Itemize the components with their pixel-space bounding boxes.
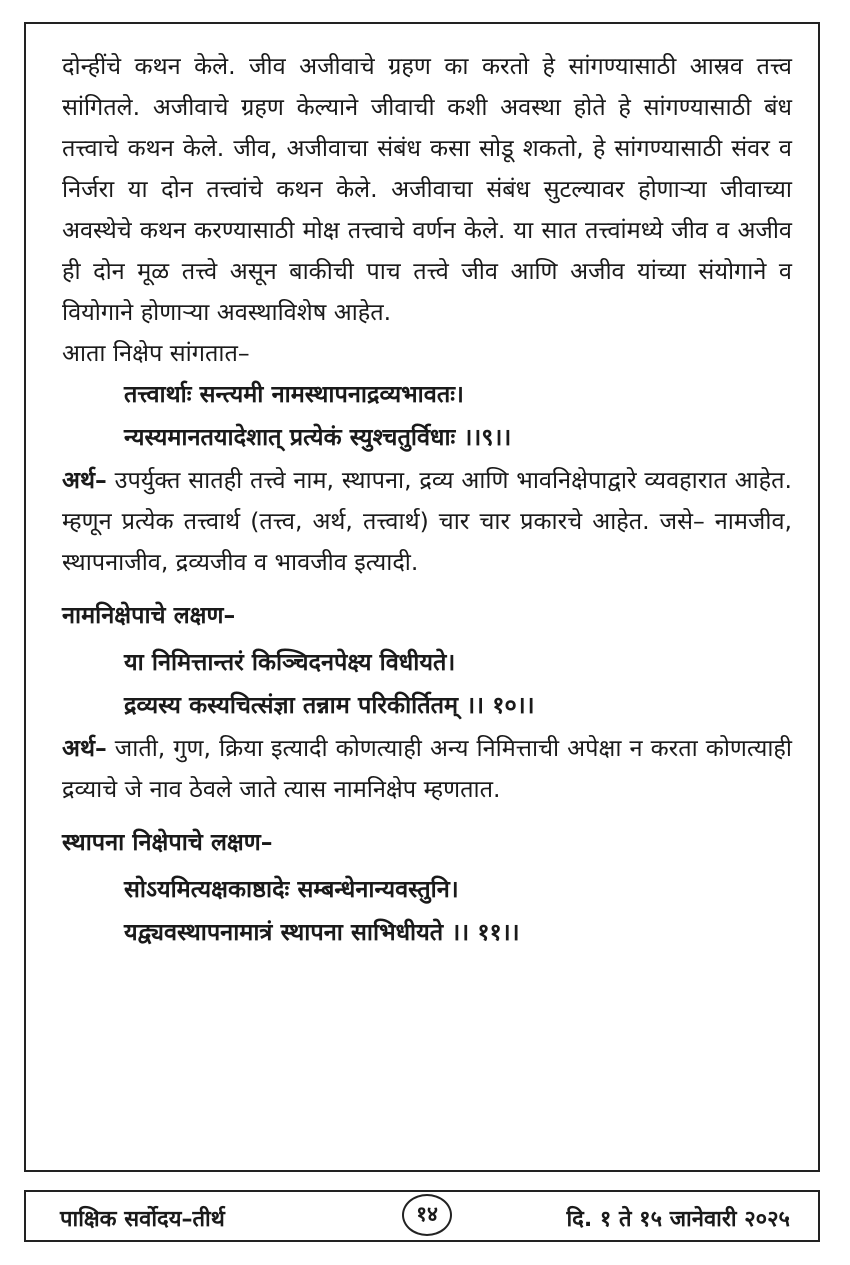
- paragraph-tattva-summary: दोन्हींचे कथन केले. जीव अजीवाचे ग्रहण का करतो हे सांगण्यासाठी आस्रव तत्त्व सांगितले. अजीवाचे ग्रहण केल्याने जीवाची कशी अवस्था होते हे सांगण्यासाठी बंध तत्त्वाचे कथन केले. जीव, अजीवाचा संबंध कसा सोडू शकतो, हे सांगण्यासाठी संवर व निर्जरा या दोन तत्त्वांचे कथन केले. अजीवाचा संबंध सुटल्यावर होणाऱ्या जीवाच्या अवस्थेचे कथन करण्यासाठी मोक्ष तत्त्वाचे वर्णन केले. या सात तत्त्वांमध्ये जीव व अजीव ही दोन मूळ तत्त्वे असून बाकीची पाच तत्त्वे जीव आणि अजीव यांच्या संयोगाने व वियोगाने होणाऱ्या अवस्थाविशेष आहेत.: [62, 52, 792, 326]
- verse-11-line-2: यद्व्यवस्थापनामात्रं स्थापना साभिधीयते ।। ११।।: [124, 918, 520, 946]
- page-content: [62, 46, 792, 955]
- meaning-label: अर्थ–: [62, 466, 107, 494]
- verse-10-line-1: या निमित्तान्तरं किञ्चिदनपेक्ष्य विधीयते।: [124, 648, 456, 676]
- verse-9-line-2: न्यस्यमानतयादेशात् प्रत्येकं स्युश्चतुर्विधाः ।।९।।: [124, 423, 512, 451]
- verse-10-line-2: द्रव्यस्य कस्यचित्संज्ञा तन्नाम परिकीर्तितम् ।। १०।।: [124, 691, 535, 719]
- section-heading-naam-nikshep: नामनिक्षेपाचे लक्षण–: [62, 601, 236, 629]
- meaning-text: उपर्युक्त सातही तत्त्वे नाम, स्थापना, द्रव्य आणि भावनिक्षेपाद्वारे व्यवहारात आहेत. म्हणून प्रत्येक तत्त्वार्थ (तत्त्व, अर्थ, तत्त्वार्थ) चार चार प्रकारचे आहेत. जसे– नामजीव, स्थापनाजीव, द्रव्यजीव व भावजीव इत्यादी.: [62, 466, 792, 576]
- meaning-paragraph-2: [62, 728, 792, 810]
- page-border: [24, 22, 820, 1172]
- intro-line: आता निक्षेप सांगतात–: [62, 339, 250, 367]
- meaning-label: अर्थ–: [62, 734, 107, 762]
- publication-name: पाक्षिक सर्वोदय–तीर्थ: [60, 1207, 225, 1232]
- section-heading-sthapana-nikshep: स्थापना निक्षेपाचे लक्षण–: [62, 828, 273, 856]
- page-number-badge: १४: [402, 1194, 452, 1236]
- verse-9-line-1: तत्त्वार्थाः सन्त्यमी नामस्थापनाद्रव्यभावतः।: [124, 380, 464, 408]
- meaning-text: जाती, गुण, क्रिया इत्यादी कोणत्याही अन्य निमित्ताची अपेक्षा न करता कोणत्याही द्रव्याचे जे नाव ठेवले जाते त्यास नामनिक्षेप म्हणतात.: [62, 734, 792, 803]
- footer-bar: [24, 1190, 820, 1242]
- issue-date: दि. १ ते १५ जानेवारी २०२५: [566, 1207, 790, 1232]
- meaning-paragraph-1: [62, 460, 792, 583]
- verse-11-line-1: सोऽयमित्यक्षकाष्ठादेः सम्बन्धेनान्यवस्तुनि।: [124, 875, 459, 903]
